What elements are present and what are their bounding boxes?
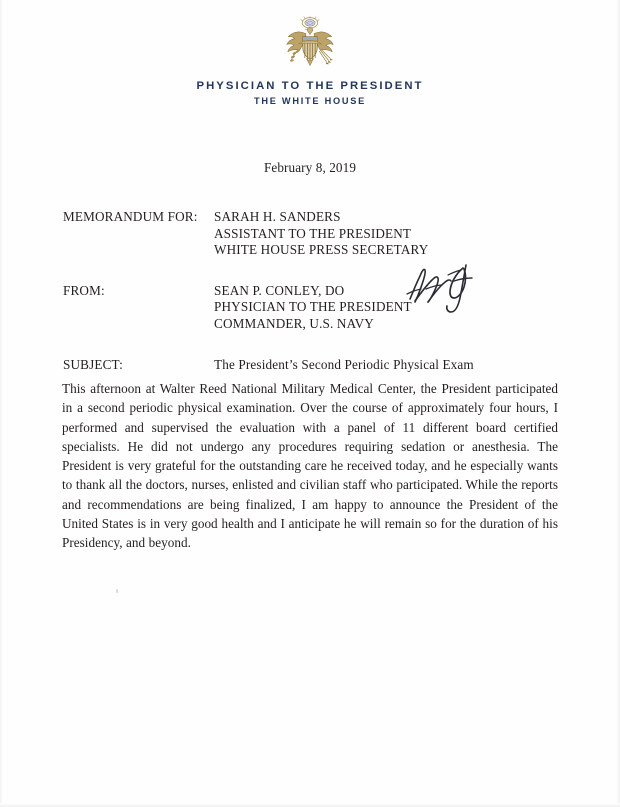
sender-name: SEAN P. CONLEY, DO: [214, 282, 345, 298]
recipient-title-1: ASSISTANT TO THE PRESIDENT: [214, 225, 412, 241]
sender-title-2: COMMANDER, U.S. NAVY: [214, 315, 374, 331]
from-row: [63, 283, 563, 333]
subject-value: The President’s Second Periodic Physical Exam: [214, 356, 474, 372]
letterhead-title: PHYSICIAN TO THE PRESIDENT: [196, 80, 424, 92]
sender-title-1: PHYSICIAN TO THE PRESIDENT: [214, 299, 412, 315]
body-paragraph: This afternoon at Walter Reed National Military Medical Center, the President participated in a second periodic physical examination. Over the course of approximately four hours, I performed and supervised the evaluation with a panel of 11 different board certified specialists. He did not undergo any procedures requiring sedation or anesthesia. The President is very grateful for the outstanding care he received today, and he especially wants to thank all the doctors, nurses, enlisted and civilian staff who participated. While the reports and recommendations are being finalized, I am happy to announce the President of the United States is in very good health and I anticipate he will remain so for the duration of his Presidency, and beyond.: [62, 381, 558, 551]
date-line: February 8, 2019: [263, 160, 357, 175]
subject-row: [63, 357, 563, 374]
memorandum-for-row: [63, 209, 563, 259]
great-seal-icon: [279, 14, 341, 76]
scan-edge-left: [0, 0, 3, 807]
recipient-title-2: WHITE HOUSE PRESS SECRETARY: [214, 242, 429, 258]
scan-edge-right: [616, 0, 620, 807]
letterhead-subtitle: THE WHITE HOUSE: [253, 96, 366, 106]
recipient-name: SARAH H. SANDERS: [214, 209, 341, 224]
memo-header-block: [63, 209, 563, 373]
scan-artifact-speck: [116, 589, 118, 593]
memorandum-for-label: MEMORANDUM FOR:: [63, 209, 198, 224]
from-value: [214, 283, 563, 333]
subject-label: SUBJECT:: [63, 356, 123, 372]
memorandum-for-value: [214, 209, 563, 259]
scan-edge-bottom: [0, 803, 620, 807]
from-label: FROM:: [63, 282, 105, 298]
